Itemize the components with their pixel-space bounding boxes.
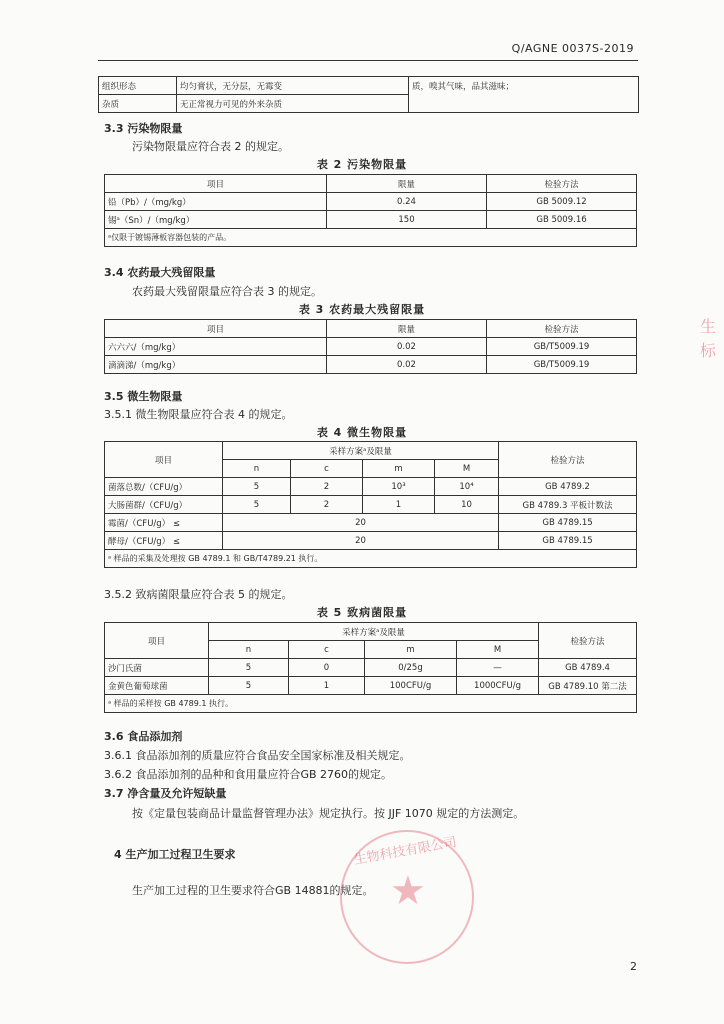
sensory-table-continued bbox=[98, 76, 639, 113]
table-header-row bbox=[105, 320, 637, 338]
table-note: ᵃ仅限于镀锡薄板容器包装的产品。 bbox=[105, 229, 637, 247]
pesticide-table bbox=[104, 319, 637, 374]
M-cell: 10⁴ bbox=[435, 478, 499, 496]
limit-cell: 150 bbox=[327, 211, 487, 229]
table-row bbox=[99, 77, 639, 95]
table-row bbox=[105, 496, 637, 514]
column-header: 项目 bbox=[105, 320, 327, 338]
paragraph: 3.5.2 致病菌限量应符合表 5 的规定。 bbox=[104, 588, 293, 601]
item-cell: 金黄色葡萄球菌 bbox=[105, 677, 209, 695]
table-row bbox=[105, 211, 637, 229]
limit-cell: 0.02 bbox=[327, 338, 487, 356]
section-title: 3.3 污染物限量 bbox=[104, 122, 183, 135]
limit-cell: 20 bbox=[223, 532, 499, 550]
method-cell: GB 4789.10 第二法 bbox=[539, 677, 637, 695]
table-row bbox=[105, 659, 637, 677]
m-cell: 10³ bbox=[363, 478, 435, 496]
subheader-cell: n bbox=[223, 460, 291, 478]
subheader-cell: m bbox=[365, 641, 457, 659]
column-header: 检验方法 bbox=[487, 175, 637, 193]
n-cell: 5 bbox=[209, 659, 289, 677]
n-cell: 5 bbox=[209, 677, 289, 695]
method-cell: GB 5009.12 bbox=[487, 193, 637, 211]
c-cell: 0 bbox=[289, 659, 365, 677]
column-header: 检验方法 bbox=[539, 623, 637, 659]
section-title: 3.7 净含量及允许短缺量 bbox=[104, 787, 227, 800]
column-header: 项目 bbox=[105, 442, 223, 478]
table-row bbox=[105, 677, 637, 695]
table-note: ᵃ 样品的采集及处理按 GB 4789.1 和 GB/T4789.21 执行。 bbox=[105, 550, 637, 568]
c-cell: 1 bbox=[289, 677, 365, 695]
c-cell: 2 bbox=[291, 496, 363, 514]
table-row bbox=[105, 338, 637, 356]
limit-cell: 20 bbox=[223, 514, 499, 532]
column-header: 检验方法 bbox=[487, 320, 637, 338]
m-cell: 100CFU/g bbox=[365, 677, 457, 695]
M-cell: 10 bbox=[435, 496, 499, 514]
paragraph: 农药最大残留限量应符合表 3 的规定。 bbox=[132, 285, 322, 298]
method-cell: GB 4789.4 bbox=[539, 659, 637, 677]
method-cell: GB/T5009.19 bbox=[487, 338, 637, 356]
table-row bbox=[105, 478, 637, 496]
table-caption: 表 3 农药最大残留限量 bbox=[298, 303, 426, 316]
seal-text: 生物科技有限公司 bbox=[352, 835, 458, 868]
table-note: ᵃ 样品的采样按 GB 4789.1 执行。 bbox=[105, 695, 637, 713]
m-cell: 0/25g bbox=[365, 659, 457, 677]
limit-cell: 0.02 bbox=[327, 356, 487, 374]
method-cell: GB 4789.2 bbox=[499, 478, 637, 496]
pathogen-table bbox=[104, 622, 637, 713]
header-rule bbox=[98, 60, 638, 61]
section-title: 3.6 食品添加剂 bbox=[104, 730, 183, 743]
item-cell: 酵母/（CFU/g） ≤ bbox=[105, 532, 223, 550]
column-header: 采样方案ᵃ及限量 bbox=[223, 442, 499, 460]
table-row bbox=[105, 514, 637, 532]
M-cell: 1000CFU/g bbox=[457, 677, 539, 695]
table-caption: 表 2 污染物限量 bbox=[316, 158, 408, 171]
table-note-row bbox=[105, 550, 637, 568]
column-header: 采样方案ᵃ及限量 bbox=[209, 623, 539, 641]
table-caption: 表 4 微生物限量 bbox=[316, 426, 408, 439]
item-cell: 组织形态 bbox=[99, 77, 177, 95]
item-cell: 锡ᵃ（Sn）/（mg/kg） bbox=[105, 211, 327, 229]
column-header: 检验方法 bbox=[499, 442, 637, 478]
n-cell: 5 bbox=[223, 496, 291, 514]
table-header-row bbox=[105, 442, 637, 460]
table-header-row bbox=[105, 623, 637, 641]
item-cell: 杂质 bbox=[99, 95, 177, 113]
limit-cell: 0.24 bbox=[327, 193, 487, 211]
column-header: 项目 bbox=[105, 175, 327, 193]
table-header-row bbox=[105, 175, 637, 193]
column-header: 项目 bbox=[105, 623, 209, 659]
method-cell: GB/T5009.19 bbox=[487, 356, 637, 374]
n-cell: 5 bbox=[223, 478, 291, 496]
column-header: 限量 bbox=[327, 175, 487, 193]
item-cell: 霉菌/（CFU/g） ≤ bbox=[105, 514, 223, 532]
edge-stamp-fragment: 生标 bbox=[700, 317, 717, 360]
paragraph: 3.5.1 微生物限量应符合表 4 的规定。 bbox=[104, 408, 293, 421]
paragraph: 按《定量包装商品计量监督管理办法》规定执行。按 JJF 1070 规定的方法测定。 bbox=[132, 807, 525, 820]
paragraph: 污染物限量应符合表 2 的规定。 bbox=[132, 140, 289, 153]
microbial-table bbox=[104, 441, 637, 568]
M-cell: — bbox=[457, 659, 539, 677]
seal-star-icon: ★ bbox=[390, 868, 426, 914]
method-cell: GB 4789.15 bbox=[499, 514, 637, 532]
method-cell: GB 4789.3 平板计数法 bbox=[499, 496, 637, 514]
paragraph: 3.6.2 食品添加剂的品种和食用量应符合GB 2760的规定。 bbox=[104, 768, 393, 781]
subheader-cell: c bbox=[289, 641, 365, 659]
requirement-cell: 无正常视力可见的外来杂质 bbox=[177, 95, 409, 113]
paragraph: 生产加工过程的卫生要求符合GB 14881的规定。 bbox=[132, 884, 374, 897]
m-cell: 1 bbox=[363, 496, 435, 514]
column-header: 限量 bbox=[327, 320, 487, 338]
item-cell: 沙门氏菌 bbox=[105, 659, 209, 677]
subheader-cell: M bbox=[457, 641, 539, 659]
item-cell: 菌落总数/（CFU/g） bbox=[105, 478, 223, 496]
contaminant-table bbox=[104, 174, 637, 247]
table-note-row bbox=[105, 229, 637, 247]
document-code: Q/AGNE 0037S-2019 bbox=[511, 42, 634, 55]
page-number: 2 bbox=[630, 960, 637, 973]
subheader-cell: m bbox=[363, 460, 435, 478]
method-cell: GB 4789.15 bbox=[499, 532, 637, 550]
section-title: 4 生产加工过程卫生要求 bbox=[114, 848, 236, 861]
table-row bbox=[105, 193, 637, 211]
subheader-cell: c bbox=[291, 460, 363, 478]
item-cell: 铅（Pb）/（mg/kg） bbox=[105, 193, 327, 211]
paragraph: 3.6.1 食品添加剂的质量应符合食品安全国家标准及相关规定。 bbox=[104, 749, 411, 762]
method-cell: 质，嗅其气味，品其滋味； bbox=[409, 77, 639, 113]
table-caption: 表 5 致病菌限量 bbox=[316, 606, 408, 619]
item-cell: 滴滴涕/（mg/kg） bbox=[105, 356, 327, 374]
table-row bbox=[105, 532, 637, 550]
requirement-cell: 均匀膏状，无分层，无霉变 bbox=[177, 77, 409, 95]
c-cell: 2 bbox=[291, 478, 363, 496]
section-title: 3.4 农药最大残留限量 bbox=[104, 266, 216, 279]
section-title: 3.5 微生物限量 bbox=[104, 390, 183, 403]
method-cell: GB 5009.16 bbox=[487, 211, 637, 229]
subheader-cell: n bbox=[209, 641, 289, 659]
item-cell: 六六六/（mg/kg） bbox=[105, 338, 327, 356]
item-cell: 大肠菌群/（CFU/g） bbox=[105, 496, 223, 514]
table-note-row bbox=[105, 695, 637, 713]
subheader-cell: M bbox=[435, 460, 499, 478]
table-row bbox=[105, 356, 637, 374]
